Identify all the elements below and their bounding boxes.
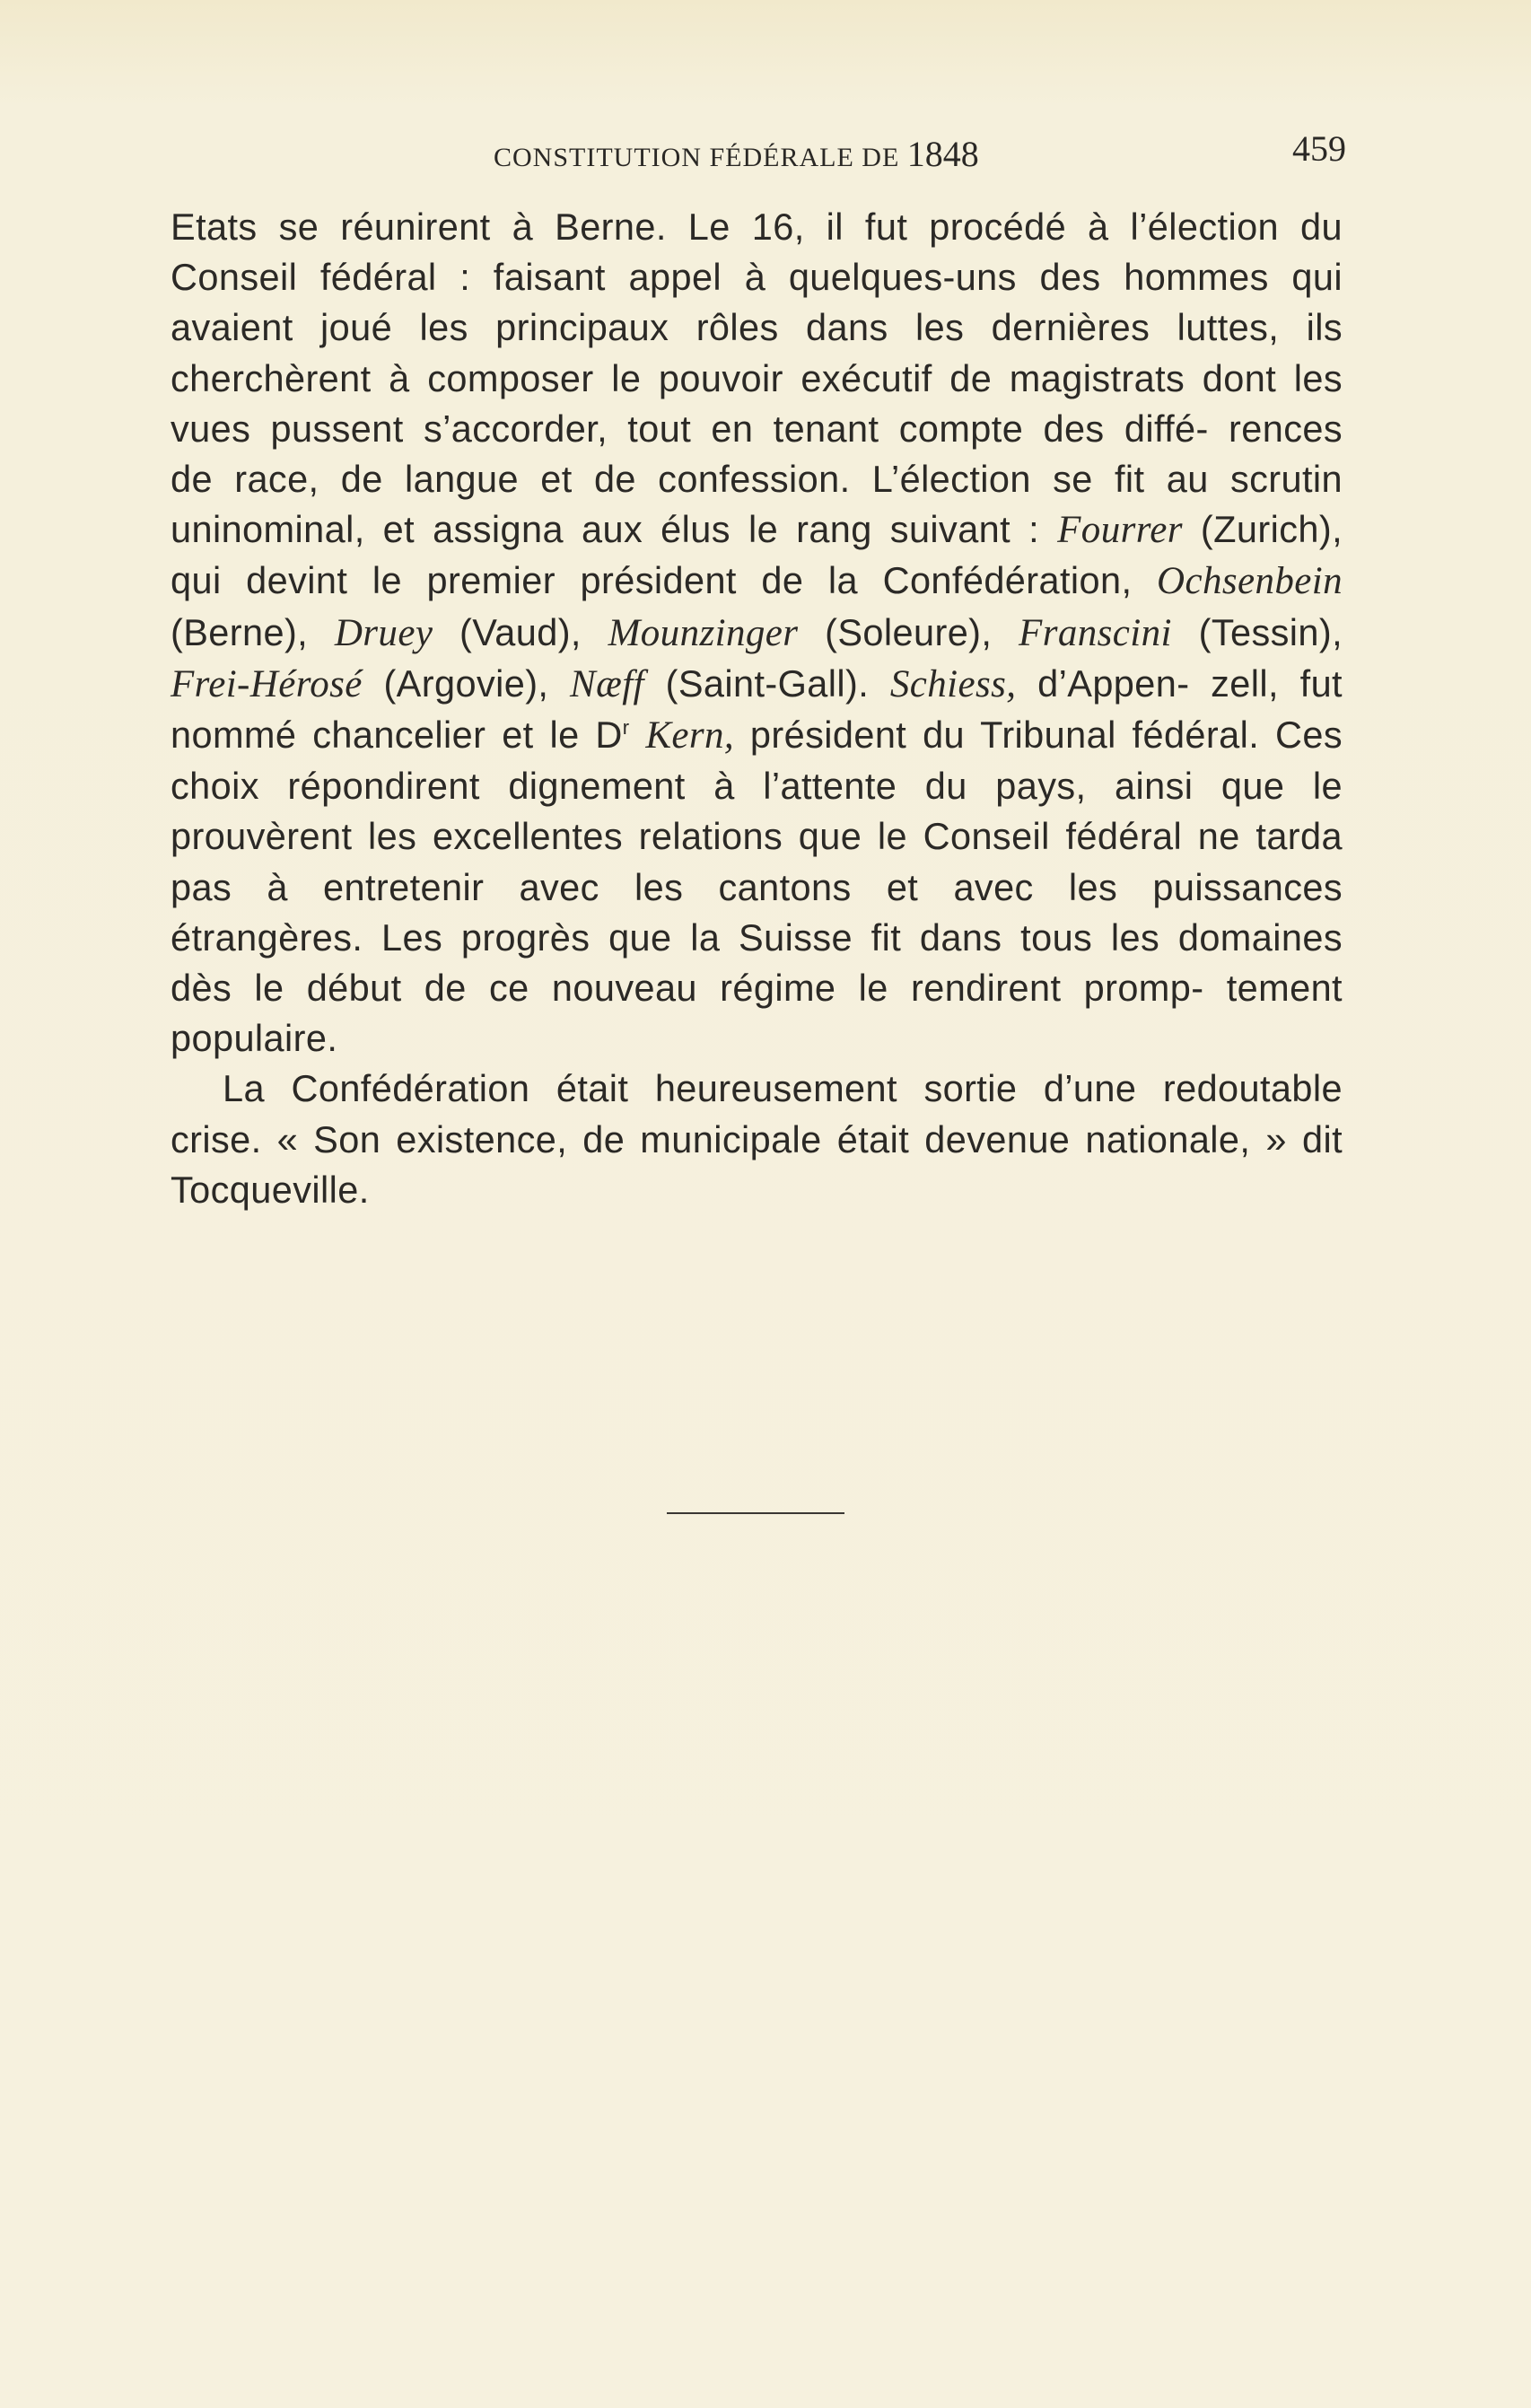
name-naeff: Næff bbox=[570, 662, 644, 705]
text-run: président du Tribunal fédéral. Ces choix répondirent dignement à l’attente du pays, ainsi que le prouvèrent les excellentes relations que le Conseil fédéral ne tarda pas à entretenir avec les cantons et avec les puissances étrangères. Les progrès que la Suisse fit dans tous les domaines dès le début de ce nouveau régime le rendirent promp- tement populaire. bbox=[171, 714, 1343, 1060]
name-fourrer: Fourrer bbox=[1057, 509, 1183, 552]
text-run: (Vaud), bbox=[433, 610, 608, 653]
name-frei-herose: Frei-Hérosé bbox=[171, 662, 363, 705]
running-title bbox=[494, 133, 979, 175]
body-text bbox=[171, 202, 1343, 1215]
text-run: (Tessin), bbox=[1171, 610, 1343, 653]
text-run: (Zurich), qui devint le premier président de la Confédération, bbox=[171, 508, 1343, 602]
text-run: (Saint-Gall). bbox=[643, 661, 890, 705]
name-mounzinger: Mounzinger bbox=[608, 611, 799, 654]
running-title-text: CONSTITUTION FÉDÉRALE DE bbox=[494, 143, 900, 172]
text-run: (Soleure), bbox=[798, 610, 1019, 653]
text-run: Etats se réunirent à Berne. Le 16, il fut procédé à l’élection du Conseil fédéral : faisant appel à quelques-uns des hommes qui avaient joué les principaux rôles dans les dernières luttes, ils cherchèrent à composer le pouvoir exécutif de magistrats dont les vues pussent s’accorder, tout en tenant compte des diffé- rences de race, de langue et de confession. L’élection se fit au scrutin uninominal, et assigna aux élus le rang suivant : bbox=[171, 206, 1343, 551]
name-ochsenbein: Ochsenbein bbox=[1157, 560, 1343, 603]
paragraph-2: La Confédération était heureusement sortie d’une redoutable crise. « Son existence, de municipale était devenue nationale, » dit Tocqueville. bbox=[171, 1067, 1343, 1211]
page-number: 459 bbox=[1292, 128, 1346, 169]
running-title-year: 1848 bbox=[906, 134, 979, 174]
page-header bbox=[171, 127, 1346, 181]
name-schiess: Schiess, bbox=[889, 662, 1017, 705]
doctor-superscript: r bbox=[622, 716, 630, 740]
name-kern: Kern, bbox=[645, 714, 735, 757]
text-run: d’Appen- zell, fut nommé chancelier et le D bbox=[171, 661, 1343, 757]
text-run: (Berne), bbox=[171, 610, 335, 653]
closing-rule bbox=[667, 1512, 844, 1514]
name-franscini: Franscini bbox=[1019, 611, 1172, 654]
paragraph-1 bbox=[171, 202, 1343, 1064]
name-druey: Druey bbox=[334, 611, 433, 654]
text-run: (Argovie), bbox=[362, 661, 571, 705]
